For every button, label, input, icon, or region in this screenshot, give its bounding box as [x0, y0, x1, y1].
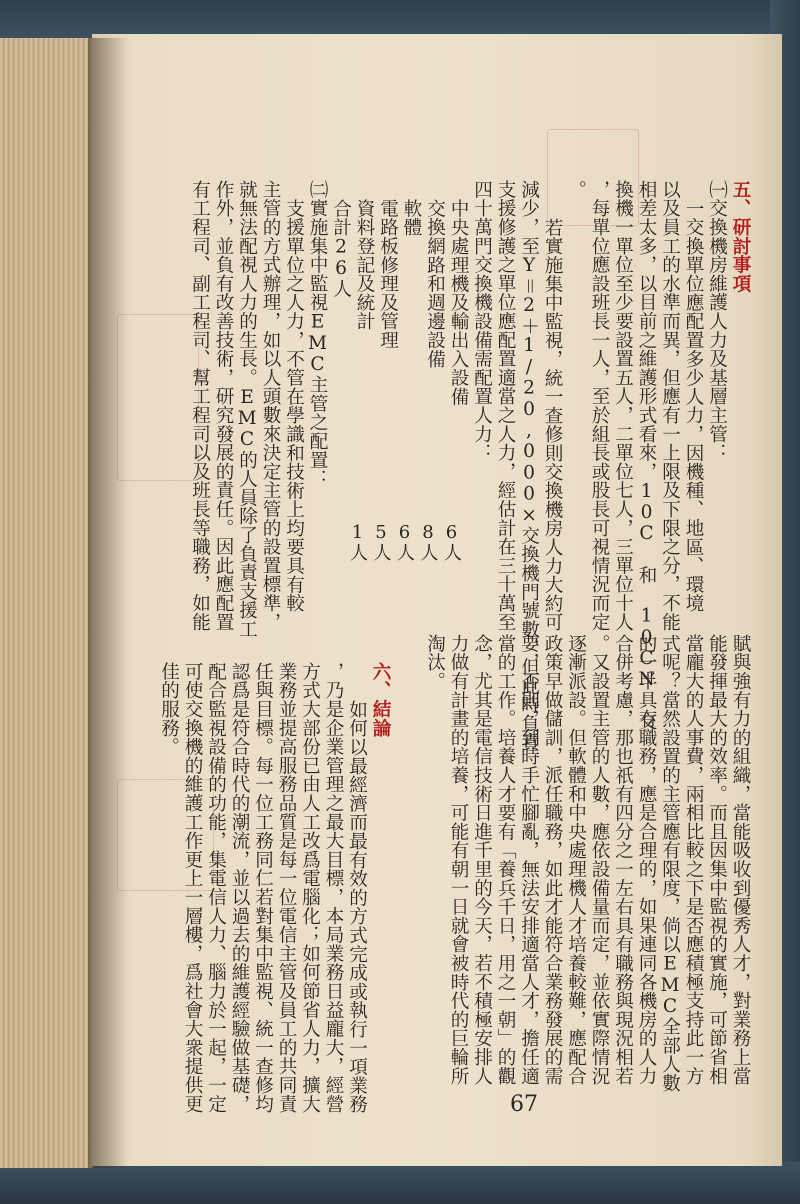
list-item: 電路板修理及管理	[377, 199, 399, 350]
list-item: 中央處理機及輸出入設備	[448, 199, 469, 406]
text-column: ，乃是企業管理之最大目標，本局業務日益龐大，經營	[323, 662, 344, 1114]
text-column: 認爲是符合時代的潮流，並以過去的維護經驗做基礎，	[229, 662, 250, 1114]
text-column: 可使交換機的維護工作更上一層樓，爲社會大衆提供更	[182, 662, 203, 1114]
text-column: 政策早做儲訓，派任職務，如此才能符合業務發展的需	[542, 634, 563, 1086]
text-column: 念，尤其是電信技術日進千里的今天，若不積極安排人	[471, 634, 493, 1086]
text-column: 要，否則，到時手忙腳亂，無法安排適當人才，擔任適	[518, 634, 540, 1086]
text-column: 。又設置主管的人數，應依設備量而定，並依實際情況	[589, 634, 610, 1086]
text-column: 方式大部份已由人工改爲電腦化；如何節省人力，擴大	[299, 662, 321, 1114]
text-column: 就無法配視人力的生長。EMC的人員除了負責支援工	[236, 180, 258, 639]
text-column: 一交換單位應配置多少人力，因機種、地區、環境	[683, 199, 704, 613]
text-column: 換機一單位至少要設置五人，二單位七人，三單位十人	[612, 180, 634, 632]
personnel-count: 1人	[347, 522, 368, 561]
text-column: 作外，並負有改善技術，研究發展的責任。因此應配置	[213, 180, 234, 632]
section-six	[157, 662, 392, 1114]
text-column: ，每單位應設班長一人，至於組長或股長可視情況而定	[589, 180, 610, 632]
show-through-mark	[117, 314, 199, 481]
personnel-count: 6人	[441, 522, 462, 561]
text-column: 逐漸派設。但軟體和中央處理機人才培養較難，應配合	[565, 634, 587, 1086]
text-column: 配合監視設備的功能，集電信人力、腦力於一起，一定	[205, 662, 227, 1114]
text-column: 合併考慮，那也祇有四分之一左右具有職務與現況相若	[612, 634, 634, 1086]
book-cover-bottom	[0, 1162, 800, 1204]
text-column: 淘汰。	[424, 634, 446, 691]
personnel-count: 8人	[417, 522, 439, 561]
list-item: 交換網路和週邊設備	[424, 199, 446, 369]
continuation-text	[423, 634, 752, 1092]
text-column: 支援單位之人力，不管在學識和技術上均要具有較	[283, 199, 305, 613]
text-column: 業務並提高服務品質是每一位電信主管及員工的共同責	[276, 662, 297, 1114]
text-column: 能發揮最大的效率。而且因集中監視的實施，可節省相	[706, 634, 728, 1086]
text-column: 支援修護之單位應配置適當之人力，經估計在三十萬至	[495, 180, 516, 632]
text-column: 佳的服務。	[158, 662, 180, 756]
text-column: 賦與強有力的組織，當能吸收到優秀人才，對業務上當	[730, 634, 751, 1086]
section-heading: 六、結論	[370, 662, 391, 738]
list-item: 合計26人	[330, 199, 352, 298]
text-column: 。	[565, 180, 587, 199]
text-column: 式呢？當然設置的主管應有限度，倘以EMC全部人數	[659, 634, 681, 1093]
text-column: ㈡實施集中監視EMC主管之配置：	[307, 180, 328, 488]
text-column: ㈠交換機房維護人力及基層主管：	[706, 180, 728, 462]
text-column: 如何以最經濟而最有效的方式完成或執行一項業務	[346, 700, 368, 1114]
text-column: 的一半具有職務，應是合理的，如果連同各機房的人力	[636, 634, 657, 1086]
list-item: 資料登記及統計	[354, 199, 375, 331]
text-column: 當龐大的人事費，兩相比較之下是否應積極支持此一方	[683, 634, 704, 1086]
personnel-count: 5人	[370, 522, 392, 561]
text-column: 當的工作。培養人才要有「養兵千日，用之一朝」的觀	[495, 634, 516, 1086]
text-column: 任與目標。每一位工務同仁若對集中監視、統一查修均	[252, 662, 274, 1114]
text-column: 以及員工的水準而異，但應有一上限及下限之分，不能	[659, 180, 681, 632]
page-number: 67	[510, 1092, 538, 1117]
text-column: 主管的方式辦理，如以人頭數來決定主管的設置標準，	[260, 180, 281, 632]
text-column: 有工程司、副工程司、幫工程司以及班長等職務，如能	[189, 180, 211, 632]
spine-shadow	[88, 38, 128, 1168]
text-column: 力做有計畫的培養，可能有朝一日就會被時代的巨輪所	[448, 634, 469, 1086]
text-column: 四十萬門交換機設備需配置人力：	[471, 180, 493, 462]
document-page	[92, 34, 782, 1166]
text-column: 相差太多，以目前之維護形式看來，10C 和 10CN 交	[636, 180, 657, 731]
text-column: 若實施集中監視，統一查修則交換機房人力大約可	[542, 218, 563, 632]
text-column: 減少，至Y＝2＋1/20,000×交換機門號數，但此時負責	[518, 180, 540, 752]
section-heading: 五、研討事項	[730, 180, 751, 293]
personnel-counts	[346, 522, 464, 561]
page-edges	[0, 38, 94, 1168]
personnel-count: 6人	[394, 522, 415, 561]
list-item: 軟體	[401, 199, 422, 237]
